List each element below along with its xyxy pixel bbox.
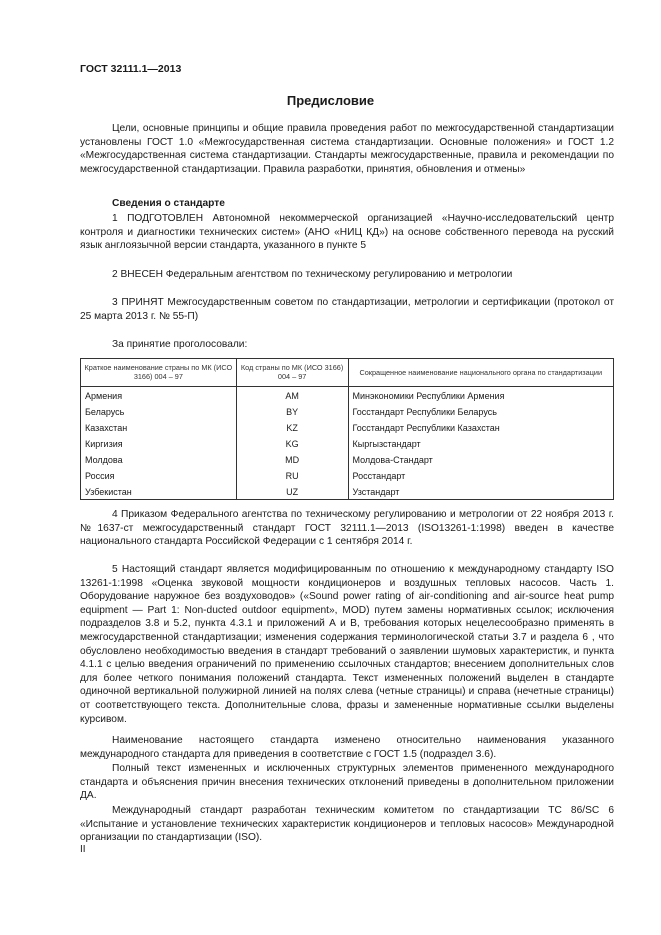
- item-1-paragraph: 1 ПОДГОТОВЛЕН Автономной некоммерческой организацией «Научно-исследовательский центр контроля и диагностики технических систем» (АНО «НИЦ КД») на основе собственного перевода на русский язык англоязычной версии стандарта, указанного в пункте 5: [80, 213, 614, 252]
- page-title: Предисловие: [286, 93, 375, 108]
- standards-body: Минэкономики Республики Армения: [348, 387, 614, 404]
- country-code: RU: [236, 467, 348, 483]
- item-2-paragraph: 2 ВНЕСЕН Федеральным агентством по техническому регулированию и метрологии: [112, 269, 513, 280]
- country-code: BY: [236, 403, 348, 419]
- standards-body: Госстандарт Республики Беларусь: [348, 403, 614, 419]
- country-name: Узбекистан: [81, 483, 237, 500]
- country-name: Киргизия: [81, 435, 237, 451]
- standards-body: Росстандарт: [348, 467, 614, 483]
- annex-note-paragraph: Полный текст измененных и исключенных структурных элементов примененного международного стандарта и объяснения причин внесения технических отклонений приведены в дополнительном приложении ДА.: [80, 763, 614, 802]
- item-4-paragraph: 4 Приказом Федерального агентства по техническому регулированию и метрологии от 22 ноября 2013 г. №1637-ст межгосударственный стандарт ГОСТ 32111.1—2013 (ISO13261-1:1998) введен в качестве национального стандарта Российской Федерации с 1 сентября 2014 г.: [80, 509, 614, 548]
- table-row: [81, 451, 614, 467]
- table-row: [81, 483, 614, 500]
- country-code: AM: [236, 387, 348, 404]
- table-row: [81, 419, 614, 435]
- document-id-header: ГОСТ 32111.1—2013: [80, 63, 182, 75]
- member-states-table: [80, 358, 614, 500]
- item-5-paragraph: 5 Настоящий стандарт является модифицированным по отношению к международному стандарту ISO 13261-1:1998 «Оценка звуковой мощности кондиционеров и воздушных тепловых насосов. Часть 1. Оборудование наружное без воздуховодов» («Sound power rating of air-conditioning and air-source heat pump equipment — Part 1: Non-ducted outdoor equipment», MOD) путем замены нормативных ссылок; исключения подразделов 3.8 и 5.2, пункта 4.3.1 и приложений А и В, требования которых нецелесообразно применять в межгосударственной стандартизации; изменения содержания терминологической статьи 3.7 и раздела 6 , что обусловлено необходимостью введения в стандарт требований о заявлении шумовых характеристик, и пункта 4.1.1 с целью введения ограничений по применению ссылочных стандартов; внесением дополнительных слов для более четкого понимания положений стандарта. Текст измененных положений выделен в стандарте одиночной вертикальной полужирной линией на полях слева (четные страницы) и справа (нечетные страницы) от соответствующего текста. Дополнительные слова, фразы и замененные нормативные ссылки выделены курсивом.: [80, 564, 614, 725]
- table-row: [81, 467, 614, 483]
- country-code: KG: [236, 435, 348, 451]
- table-row: [81, 435, 614, 451]
- country-name: Армения: [81, 387, 237, 404]
- standards-body: Узстандарт: [348, 483, 614, 500]
- table-row: [81, 387, 614, 404]
- standards-body: Молдова-Стандарт: [348, 451, 614, 467]
- country-name: Казахстан: [81, 419, 237, 435]
- standards-body: Госстандарт Республики Казахстан: [348, 419, 614, 435]
- standards-body: Кыргызстандарт: [348, 435, 614, 451]
- header-standards-body: Сокращенное наименование национального органа по стандартизации: [348, 359, 614, 387]
- committee-paragraph: Международный стандарт разработан техническим комитетом по стандартизации ТС 86/SC 6 «Испытание и установление технических характеристик кондиционеров и тепловых насосов» Международной организации по стандартизации (ISO).: [80, 805, 614, 844]
- header-country-code: Код страны по МК (ИСО 3166) 004 – 97: [236, 359, 348, 387]
- intro-paragraph: Цели, основные принципы и общие правила проведения работ по межгосударственной стандартизации установлены ГОСТ 1.0 «Межгосударственная система стандартизации. Основные положения» и ГОСТ 1.2 «Межгосударственная система стандартизации. Стандарты межгосударственные, правила и рекомендации по межгосударственной стандартизации. Правила разработки, принятия, обновления и отмены»: [80, 123, 614, 175]
- page-number: II: [80, 844, 86, 855]
- country-name: Россия: [81, 467, 237, 483]
- section-heading: Сведения о стандарте: [112, 198, 225, 209]
- header-country-name: Краткое наименование страны по МК (ИСО 3166) 004 – 97: [81, 359, 237, 387]
- item-3-paragraph: 3 ПРИНЯТ Межгосударственным советом по стандартизации, метрологии и сертификации (протокол от 25 марта 2013 г. № 55-П): [80, 297, 614, 322]
- country-code: KZ: [236, 419, 348, 435]
- title-change-paragraph: Наименование настоящего стандарта изменено относительно наименования указанного международного стандарта для приведения в соответствие с ГОСТ 1.5 (подраздел 3.6).: [80, 735, 614, 760]
- country-name: Молдова: [81, 451, 237, 467]
- table-row: [81, 403, 614, 419]
- country-code: UZ: [236, 483, 348, 500]
- table-header-row: [81, 359, 614, 387]
- vote-label: За принятие проголосовали:: [112, 339, 248, 350]
- country-code: MD: [236, 451, 348, 467]
- country-name: Беларусь: [81, 403, 237, 419]
